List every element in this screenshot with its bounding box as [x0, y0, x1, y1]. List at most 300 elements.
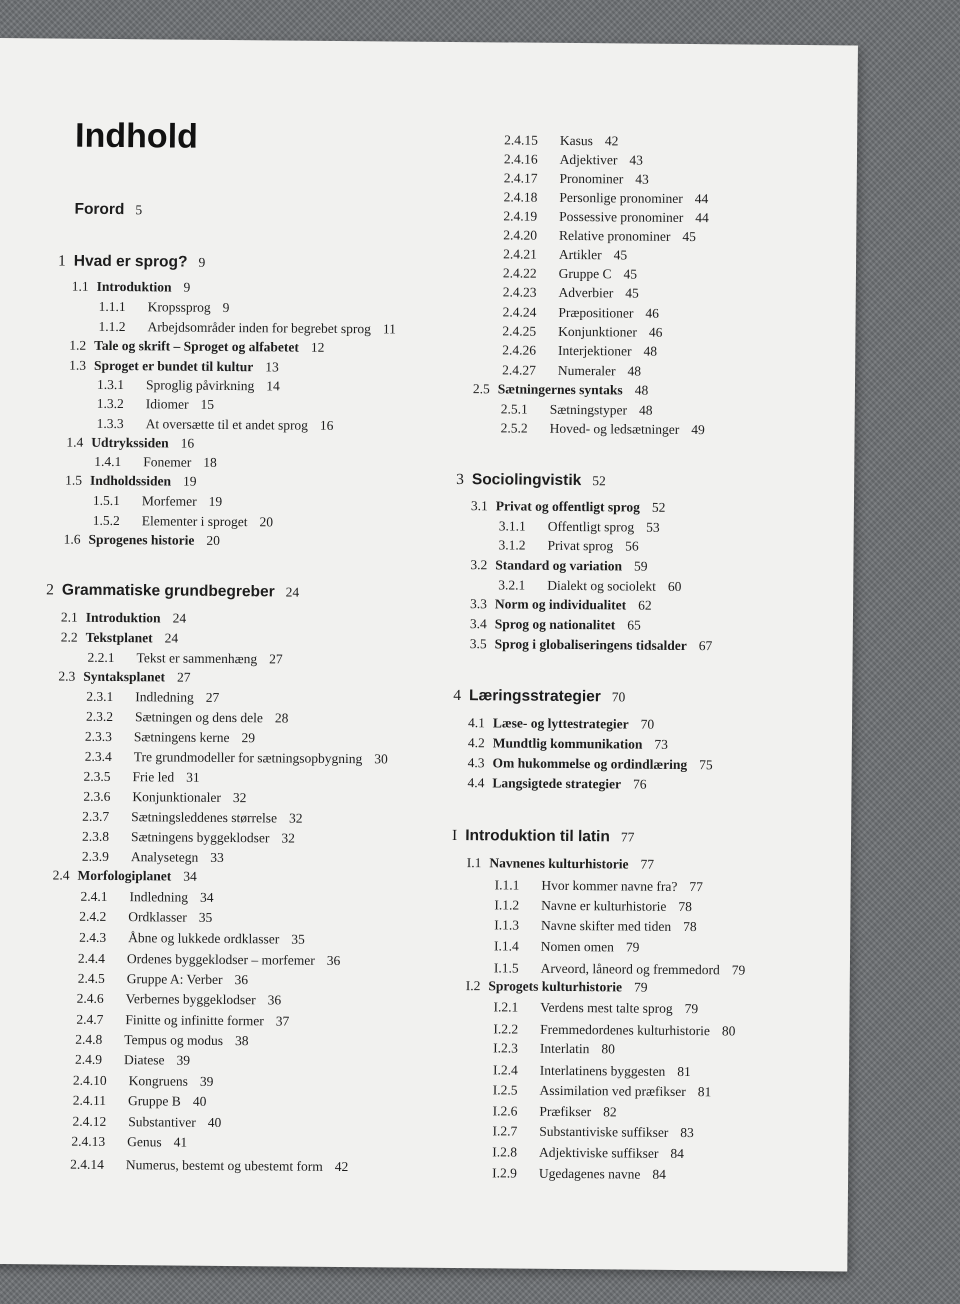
toc-page-number: 37: [275, 1013, 290, 1029]
toc-subsection: [503, 227, 696, 245]
toc-label: Navne skifter med tiden: [540, 917, 672, 934]
toc-label: Numeraler: [557, 362, 616, 379]
toc-label: Læse- og lyttestrategier: [492, 715, 629, 732]
toc-number: 2.4.6: [76, 990, 104, 1006]
toc-label: Tempus og modus: [124, 1032, 224, 1048]
toc-page-number: 35: [291, 931, 305, 947]
toc-label: Elementer i sproget: [141, 513, 248, 530]
toc-subsection: [99, 299, 230, 316]
toc-label: Tekst er sammenhæng: [136, 650, 258, 667]
toc-number: 3.1.1: [498, 518, 526, 534]
toc-label: Tre grundmodeller for sætningsopbygning: [133, 749, 363, 767]
toc-number: 2.2.1: [87, 649, 115, 666]
toc-subsection: [97, 396, 214, 413]
toc-page-number: 34: [183, 868, 197, 884]
toc-page-number: 52: [651, 499, 666, 515]
toc-section: [69, 338, 324, 356]
toc-label: Assimilation ved præfikser: [539, 1082, 686, 1100]
toc-label: Sprog og nationalitet: [494, 616, 616, 633]
toc-page-number: 70: [611, 689, 626, 705]
toc-number: 3.2.1: [498, 577, 526, 593]
toc-section: [473, 381, 648, 399]
toc-label: Interlatin: [539, 1040, 590, 1057]
toc-number: I.2.8: [492, 1144, 518, 1160]
toc-page-number: 59: [634, 558, 648, 574]
toc-number: 2.3.2: [86, 708, 114, 725]
toc-section: [64, 532, 220, 549]
page-title: Indhold: [74, 116, 199, 156]
toc-number: 2.4.11: [72, 1092, 107, 1108]
toc-label: Sprog i globaliseringens tidsalder: [494, 636, 687, 654]
toc-label: Privat og offentligt sprog: [495, 498, 640, 515]
toc-page-number: 16: [180, 435, 195, 451]
toc-subsection: [504, 151, 643, 168]
toc-number: 2.4.13: [71, 1133, 106, 1149]
toc-section: [61, 610, 186, 627]
toc-subsection: [493, 999, 698, 1017]
toc-label: Udtrykssiden: [91, 434, 169, 451]
toc-subsection: [502, 362, 641, 379]
toc-subsection: [97, 416, 334, 434]
toc-number: 2.4.10: [72, 1072, 107, 1088]
toc-number: 3.1.2: [498, 537, 526, 553]
toc-page-number: 32: [288, 810, 303, 826]
toc-label: Konjunktionaler: [132, 789, 221, 805]
toc-subsection: [79, 930, 305, 948]
toc-page-number: 75: [699, 757, 713, 773]
toc-page-number: 32: [281, 830, 295, 846]
toc-label: Grammatiske grundbegreber: [61, 581, 275, 601]
toc-subsection: [80, 889, 213, 906]
toc-number: 4.2: [467, 735, 485, 751]
toc-page-number: 19: [208, 493, 223, 509]
toc-label: Langsigtede strategier: [492, 775, 622, 792]
toc-subsection: [494, 960, 746, 978]
toc-subsection: [76, 1012, 289, 1030]
toc-number: I.1.4: [494, 938, 519, 954]
toc-subsection: [73, 1093, 207, 1110]
toc-number: 1.1.1: [98, 298, 126, 315]
toc-number: I.2.9: [492, 1165, 517, 1181]
toc-subsection: [94, 454, 217, 471]
toc-label: Verdens mest talte sprog: [540, 999, 673, 1016]
toc-number: I.2.3: [493, 1040, 519, 1056]
toc-label: Pronominer: [559, 170, 624, 187]
toc-page-number: 45: [613, 247, 628, 263]
toc-section: [470, 557, 647, 575]
toc-subsection: [503, 208, 709, 226]
toc-number: 2.4.3: [79, 929, 107, 945]
toc-number: I.1.3: [494, 917, 520, 933]
toc-page-number: 49: [691, 422, 705, 438]
toc-number: 2.2: [60, 629, 78, 645]
toc-subsection: [503, 304, 659, 321]
toc-number: 2.4.1: [80, 888, 108, 904]
toc-page-number: 34: [199, 889, 214, 905]
toc-number: 2.4.19: [503, 208, 538, 224]
toc-chapter: [452, 827, 634, 847]
toc-section: [58, 669, 190, 686]
toc-page-number: 45: [682, 228, 696, 245]
toc-number: 2.4.23: [502, 284, 537, 300]
toc-number: 2: [46, 581, 55, 599]
toc-label: Sprogenes historie: [88, 531, 195, 548]
toc-number: 1.5: [65, 472, 83, 488]
toc-subsection: [499, 518, 660, 535]
toc-page-number: 45: [623, 266, 638, 282]
toc-number: 2.3.1: [86, 688, 114, 705]
toc-page-number: 27: [177, 669, 191, 685]
toc-page-number: 81: [697, 1084, 712, 1100]
toc-page-number: 52: [592, 473, 606, 489]
toc-label: Finitte og infinitte former: [125, 1012, 264, 1029]
toc-number: 2.4.26: [502, 342, 537, 358]
toc-page-number: 77: [620, 829, 635, 845]
toc-page-number: 77: [640, 856, 655, 872]
toc-page-number: 56: [625, 538, 639, 554]
toc-page-number: 79: [731, 962, 746, 978]
toc-section: [53, 867, 197, 884]
toc-number: 2.4.15: [504, 132, 538, 148]
toc-subsection: [501, 401, 653, 418]
toc-page-number: 70: [640, 716, 655, 732]
toc-number: 2.4.9: [75, 1051, 103, 1067]
toc-page-number: 48: [634, 382, 649, 398]
toc-label: Frie led: [132, 769, 175, 785]
toc-section: [468, 735, 668, 753]
toc-subsection: [85, 729, 255, 746]
toc-page-number: 40: [207, 1114, 222, 1130]
toc-label: Privat sprog: [547, 537, 614, 554]
toc-page-number: 32: [232, 790, 247, 806]
toc-page: [0, 38, 858, 1271]
toc-label: Arveord, låneord og fremmedord: [540, 960, 720, 978]
toc-page-number: 24: [164, 630, 179, 646]
toc-page-number: 62: [638, 597, 652, 613]
toc-section: [470, 596, 652, 614]
toc-page-number: 42: [334, 1158, 349, 1175]
toc-label: Sætningen og dens dele: [135, 709, 264, 726]
toc-number: 2.3.7: [82, 808, 110, 824]
toc-label: Gruppe C: [558, 265, 612, 282]
toc-label: Tale og skrift – Sproget og alfabetet: [94, 337, 300, 355]
toc-number: I.1.2: [494, 897, 520, 913]
toc-label: Mundtlig kommunikation: [492, 735, 643, 752]
toc-subsection: [503, 284, 639, 301]
toc-section: [72, 279, 191, 296]
toc-subsection: [492, 1123, 694, 1141]
toc-number: 2.4.20: [503, 227, 538, 243]
toc-label: Sociolingvistik: [471, 471, 582, 490]
toc-subsection: [98, 319, 396, 338]
toc-subsection: [503, 265, 637, 282]
toc-label: Fremmedordenes kulturhistorie: [540, 1021, 711, 1039]
toc-subsection: [504, 170, 649, 187]
toc-subsection: [492, 1165, 666, 1183]
toc-label: Interjektioner: [557, 342, 632, 359]
toc-number: 1.3.3: [96, 415, 124, 432]
toc-label: Kongruens: [128, 1073, 188, 1089]
toc-subsection: [93, 513, 273, 531]
toc-page-number: 20: [259, 514, 274, 530]
toc-section: [471, 498, 666, 516]
toc-number: 1.1.2: [98, 318, 126, 335]
toc-chapter: [456, 471, 606, 490]
toc-subsection: [494, 897, 692, 915]
toc-number: I.2.5: [492, 1082, 518, 1098]
toc-subsection: [88, 650, 283, 668]
toc-label: Ordklasser: [128, 909, 187, 925]
toc-number: 3.4: [469, 616, 487, 632]
toc-number: 2.4.5: [77, 970, 105, 986]
toc-subsection: [71, 1134, 187, 1151]
toc-label: At oversætte til et andet sprog: [145, 416, 309, 433]
toc-number: 4.3: [467, 755, 485, 771]
toc-number: 1.1: [71, 278, 89, 294]
toc-page-number: 28: [274, 710, 289, 726]
toc-number: 1.3.2: [96, 395, 124, 412]
toc-subsection: [82, 809, 302, 827]
toc-label: Sætningens byggeklodser: [130, 829, 270, 846]
toc-subsection: [493, 1062, 691, 1080]
toc-number: 1.5.1: [92, 492, 121, 509]
toc-number: 2.3.6: [83, 788, 111, 804]
toc-page-number: 81: [677, 1063, 691, 1080]
toc-page-number: 79: [684, 1001, 699, 1017]
toc-label: Indledning: [135, 689, 194, 705]
toc-section: [470, 616, 641, 633]
toc-label: Sætningstyper: [549, 401, 628, 418]
toc-number: 3.2: [470, 557, 488, 573]
toc-page-number: 40: [192, 1093, 207, 1109]
toc-page-number: 43: [629, 152, 644, 168]
toc-page-number: 83: [680, 1124, 694, 1141]
toc-page-number: 48: [638, 402, 653, 418]
toc-number: 2.3.8: [81, 828, 110, 844]
toc-label: Arbejdsområder inden for begrebet sprog: [147, 319, 371, 337]
toc-number: I.1: [466, 855, 482, 871]
toc-label: Præpositioner: [558, 304, 634, 321]
toc-page-number: 60: [667, 578, 682, 594]
toc-page-number: 24: [285, 584, 300, 600]
toc-section: [468, 755, 713, 773]
toc-label: Verbernes byggeklodser: [125, 991, 256, 1008]
toc-subsection: [83, 789, 246, 806]
toc-page-number: 76: [632, 776, 647, 792]
toc-label: Norm og individualitet: [494, 596, 627, 613]
toc-section: [467, 855, 654, 873]
toc-label: Idiomer: [145, 396, 189, 412]
toc-page-number: 44: [695, 210, 709, 226]
toc-page-number: 48: [627, 363, 642, 379]
toc-number: 1.2: [69, 337, 87, 353]
toc-page-number: 11: [382, 321, 396, 337]
toc-subsection: [504, 189, 709, 207]
toc-subsection: [501, 420, 705, 438]
toc-number: 2.4.24: [502, 304, 537, 320]
toc-page-number: 27: [269, 651, 283, 667]
toc-page-number: 30: [374, 751, 388, 767]
toc-subsection: [493, 1082, 712, 1100]
toc-section: [69, 358, 279, 376]
toc-section: [466, 978, 648, 996]
toc-number: 2.3.4: [84, 748, 112, 765]
toc-page-number: 33: [210, 849, 224, 865]
toc-number: 2.4.27: [502, 362, 536, 378]
toc-number: 2.4: [52, 867, 70, 883]
toc-number: 2.3.3: [84, 728, 112, 745]
toc-label: Kropssprog: [147, 299, 211, 315]
toc-page-number: 65: [627, 617, 641, 633]
toc-chapter: [46, 581, 299, 601]
toc-number: 4.1: [467, 715, 485, 731]
table-of-contents: [0, 38, 858, 1182]
toc-number: 2.4.2: [79, 908, 107, 924]
toc-label: Indholdssiden: [89, 472, 172, 489]
toc-section: [65, 473, 197, 490]
toc-number: I.2.7: [492, 1123, 518, 1139]
toc-label: Sætningsleddenes størrelse: [131, 809, 278, 826]
toc-label: Navnenes kulturhistorie: [489, 855, 629, 872]
toc-page-number: 15: [200, 396, 215, 412]
toc-subsection: [79, 909, 212, 926]
toc-label: Offentligt sprog: [547, 518, 635, 535]
toc-number: I.1.5: [493, 960, 519, 976]
toc-label: Tekstplanet: [85, 629, 153, 646]
toc-subsection: [77, 991, 282, 1009]
toc-subsection: [75, 1052, 190, 1069]
toc-label: Morfologiplanet: [77, 867, 172, 884]
toc-number: 2.4.4: [77, 950, 106, 966]
toc-subsection: [78, 971, 248, 988]
toc-subsection: [493, 1040, 615, 1057]
toc-number: 2.5.1: [500, 401, 528, 417]
toc-page-number: 80: [721, 1023, 736, 1039]
toc-page-number: 13: [265, 359, 279, 375]
toc-number: 2.3.5: [83, 768, 111, 784]
toc-section: [470, 636, 713, 654]
toc-label: Åbne og lukkede ordklasser: [128, 930, 280, 947]
toc-section: [467, 775, 646, 793]
toc-page-number: 36: [234, 972, 249, 988]
toc-page-number: 43: [635, 171, 649, 187]
toc-page-number: 67: [698, 638, 713, 654]
toc-number: 2.4.7: [76, 1011, 104, 1027]
toc-number: I.2.1: [493, 999, 519, 1015]
toc-number: 2.5.2: [500, 420, 528, 436]
toc-number: 2.1: [60, 609, 78, 625]
toc-subsection: [495, 877, 703, 895]
toc-number: 2.4.18: [503, 189, 538, 205]
toc-page-number: 16: [319, 417, 334, 433]
toc-page-number: 48: [643, 343, 658, 359]
toc-subsection: [493, 1103, 617, 1120]
toc-page-number: 35: [198, 909, 213, 925]
toc-page-number: 42: [604, 133, 619, 149]
toc-label: Ordenes byggeklodser – morfemer: [126, 951, 315, 968]
toc-label: Genus: [127, 1134, 162, 1150]
toc-label: Navne er kulturhistorie: [541, 897, 667, 914]
toc-page-number: 36: [326, 952, 341, 969]
toc-label: Artikler: [558, 246, 602, 263]
toc-subsection: [75, 1032, 248, 1050]
toc-label: Adverbier: [558, 284, 614, 301]
toc-number: I.2.2: [493, 1021, 519, 1037]
toc-page-number: 39: [176, 1052, 191, 1068]
toc-number: 1.5.2: [92, 512, 120, 529]
toc-label: Sproget er bundet til kultur: [93, 357, 254, 375]
toc-label: Forord: [74, 200, 125, 219]
toc-subsection: [504, 132, 618, 149]
toc-page-number: 46: [645, 305, 659, 321]
toc-label: Nomen omen: [540, 938, 615, 955]
toc-label: Gruppe A: Verber: [126, 971, 223, 987]
toc-page-number: 44: [694, 191, 709, 207]
toc-page-number: 9: [183, 279, 191, 295]
toc-subsection: [493, 1021, 735, 1039]
toc-subsection: [73, 1073, 214, 1090]
toc-number: 1.3.1: [96, 376, 125, 393]
toc-page-number: 79: [625, 939, 640, 955]
toc-subsection: [503, 246, 627, 263]
toc-page-number: 78: [678, 898, 692, 915]
toc-page-number: 5: [135, 202, 143, 218]
toc-label: Adjektiviske suffikser: [538, 1144, 659, 1161]
toc-number: I.1.1: [494, 877, 520, 893]
toc-number: 2.3: [58, 668, 76, 684]
toc-page-number: 39: [199, 1073, 214, 1089]
toc-label: Relative pronominer: [558, 227, 671, 244]
toc-label: Possessive pronominer: [559, 208, 684, 225]
toc-label: Hvad er sprog?: [73, 252, 188, 271]
toc-subsection: [494, 938, 640, 955]
toc-number: I.2.4: [492, 1062, 518, 1078]
toc-label: Morfemer: [141, 493, 197, 509]
toc-label: Sprogets kulturhistorie: [488, 978, 623, 995]
toc-subsection: [78, 951, 340, 969]
toc-subsection: [85, 749, 388, 768]
toc-label: Gruppe B: [127, 1093, 181, 1109]
toc-number: 2.3.9: [81, 848, 109, 864]
toc-page-number: 18: [203, 454, 217, 470]
toc-chapter: [74, 201, 142, 220]
toc-subsection: [70, 1157, 348, 1175]
toc-label: Om hukommelse og ordindlæring: [492, 755, 688, 773]
toc-page-number: 79: [633, 979, 648, 995]
toc-number: 3.1: [470, 498, 488, 514]
toc-subsection: [499, 537, 639, 554]
toc-number: I.2.6: [492, 1103, 518, 1119]
toc-page-number: 9: [222, 299, 230, 316]
toc-label: Konjunktioner: [558, 323, 638, 340]
toc-number: 2.4.8: [75, 1031, 103, 1047]
toc-page-number: 46: [648, 324, 663, 340]
toc-label: Personlige pronominer: [559, 189, 683, 206]
toc-subsection: [86, 689, 219, 706]
toc-subsection: [82, 829, 295, 847]
toc-subsection: [72, 1114, 221, 1131]
toc-page-number: 78: [683, 918, 697, 935]
toc-label: Interlatinens byggesten: [539, 1062, 666, 1079]
toc-subsection: [502, 342, 657, 359]
toc-number: 2.4.14: [70, 1156, 104, 1172]
toc-label: Læringsstrategier: [468, 687, 601, 706]
toc-page-number: 31: [186, 769, 200, 785]
toc-page-number: 73: [654, 736, 668, 752]
toc-page-number: 14: [266, 378, 280, 394]
toc-section: [61, 630, 179, 647]
toc-subsection: [82, 849, 224, 866]
